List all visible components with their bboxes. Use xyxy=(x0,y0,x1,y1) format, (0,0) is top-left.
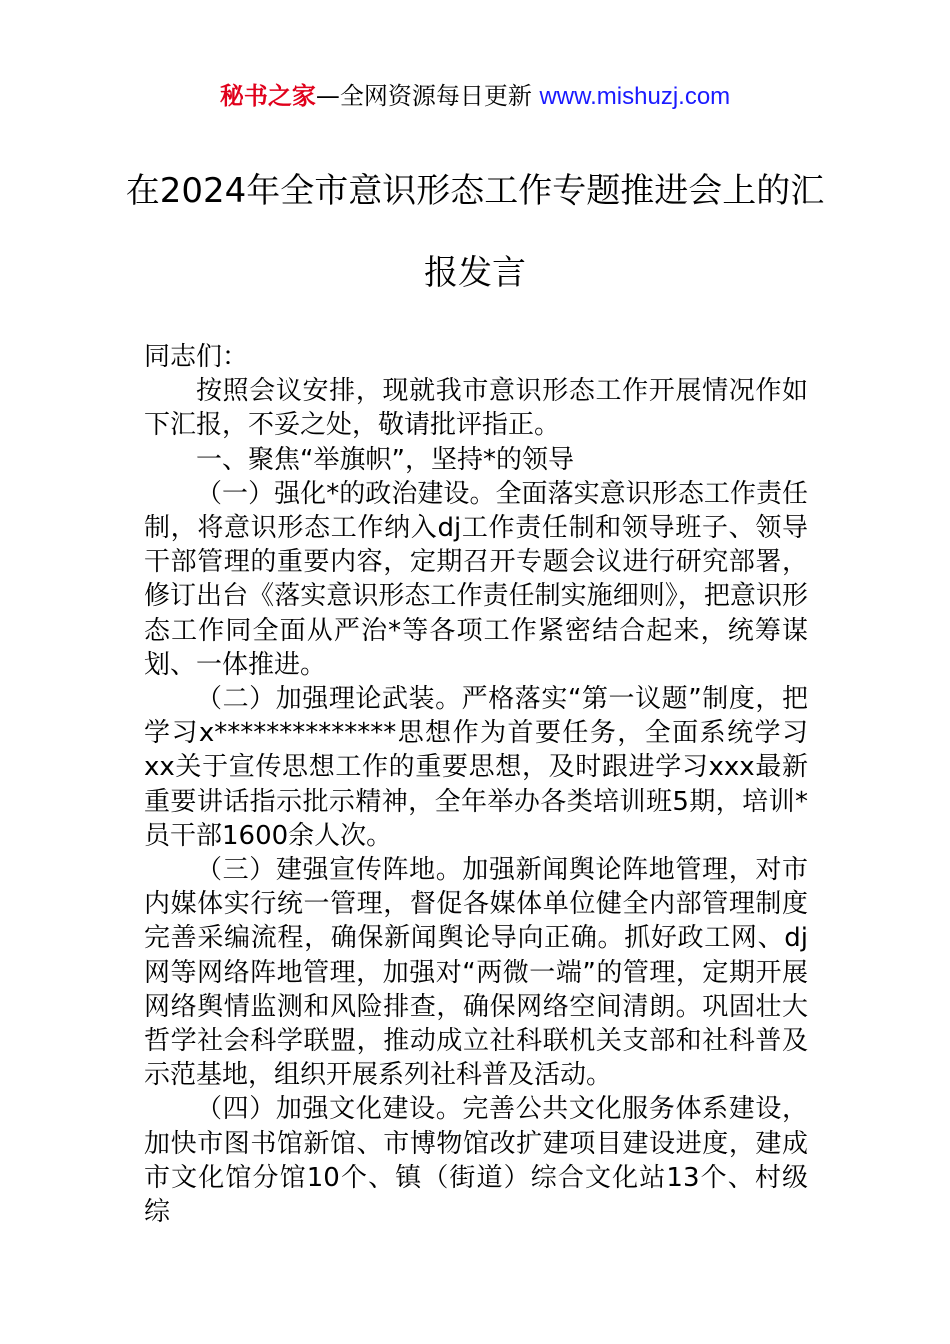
body-paragraph: （三）建强宣传阵地。加强新闻舆论阵地管理，对市内媒体实行统一管理，督促各媒体单位健全内部管理制度完善采编流程，确保新闻舆论导向正确。抓好政工网、dj网等网络阵地管理，加强对“两微一端”的管理，定期开展网络舆情监测和风险排查，确保网络空间清朗。巩固壮大哲学社会科学联盟，推动成立社科联机关支部和社科普及示范基地，组织开展系列社科普及活动。 xyxy=(144,855,808,1091)
body-paragraph: （四）加强文化建设。完善公共文化服务体系建设，加快市图书馆新馆、市博物馆改扩建项目建设进度，建成市文化馆分馆10个、镇（街道）综合文化站13个、村级综 xyxy=(144,1094,808,1228)
section-heading: 一、聚焦“举旗帜”，坚持*的领导 xyxy=(196,444,574,475)
intro-paragraph: 按照会议安排，现就我市意识形态工作开展情况作如下汇报，不妥之处，敬请批评指正。 xyxy=(144,376,808,441)
site-tagline: —全网资源每日更新 xyxy=(315,82,540,110)
body-paragraph: （一）强化*的政治建设。全面落实意识形态工作责任制，将意识形态工作纳入dj工作责任制和领导班子、领导干部管理的重要内容，定期召开专题会议进行研究部署，修订出台《落实意识形态工作责任制实施细则》，把意识形态工作同全面从严治*等各项工作紧密结合起来，统筹谋划、一体推进。 xyxy=(144,478,808,680)
document-body xyxy=(144,340,808,1229)
document-title: 在2024年全市意识形态工作专题推进会上的汇报发言 xyxy=(125,171,825,293)
site-header xyxy=(0,80,950,113)
salutation: 同志们： xyxy=(144,342,249,372)
site-url[interactable]: www.mishuzj.com xyxy=(539,83,731,110)
site-brand: 秘书之家 xyxy=(219,82,316,110)
body-paragraph: （二）加强理论武装。严格落实“第一议题”制度，把学习x**************思想作为首要任务，全面系统学习xx关于宣传思想工作的重要思想，及时跟进学习xxx最新重要讲话指示批示精神，全年举办各类培训班5期，培训*员干部1600余人次。 xyxy=(144,684,808,851)
